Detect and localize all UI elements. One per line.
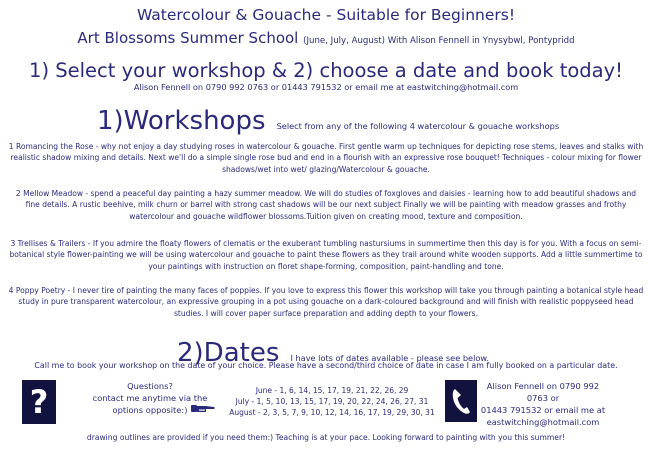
workshop-item-meadow: 2 Mellow Meadow - spend a peaceful day painting a hazy summer meadow. We will do studies of foxgloves and daisies - learning how to add beautiful shadows and fine details. A rustic beehive, milk churn or barrel with strong cast shadows will be our next subject Finally we will be painting with meadow grasses and frothy watercolour and gouache wildflower blossoms.Tuition given on creating mood, texture and composition. (15, 189, 637, 221)
contact-line-top: Alison Fennell on 0790 992 0763 or 01443 791532 or email me at eastwitching@hotmail.com (133, 82, 519, 92)
summer-school-name: Art Blossoms Summer School (77, 29, 299, 47)
available-dates (212, 386, 452, 418)
contact-line: Alison Fennell on 0790 992 0763 or (486, 381, 600, 403)
dates-june: June - 1, 6, 14, 15, 17, 19, 21, 22, 26, 29 (255, 386, 409, 395)
workshop-item-trellises: 3 Trellises & Trailers - If you admire the floaty flowers of clematis or the exuberant tumbling nastursiums in summertime then this day is for you. With a focus on semi-botanical style flower-painting we will be using watercolour and gouache to paint these flowers as they trail around white wooden supports. Add a little summertime to your paintings with instruction on floret shape-forming, composition, paint-handling and tone. (9, 239, 643, 271)
title-watercolour-gouache: Watercolour & Gouache - Suitable for Beginners! (136, 6, 516, 24)
workshops-heading (97, 106, 559, 136)
question-mark-icon: ? (22, 380, 56, 424)
workshops-title: 1)Workshops (97, 106, 266, 136)
dates-subtitle: I have lots of dates available - please see below. (290, 353, 489, 363)
booking-note: Call me to book your workshop on the date of your choice. Please have a second/third choice of date in case I am fully booked on a particular date. (34, 361, 618, 370)
workshops-subtitle: Select from any of the following 4 watercolour & gouache workshops (276, 121, 560, 131)
questions-line: options opposite:) (112, 405, 188, 415)
dates-title: 2)Dates (177, 338, 280, 368)
contact-line: 01443 791532 or email me at (480, 405, 606, 415)
contact-block-right (478, 380, 608, 428)
workshop-item-rose: 1 Romancing the Rose - why not enjoy a day studying roses in watercolour & gouache. First gentle warm up techniques for depicting rose stems, leaves and stalks with realistic shadow mixing and details. Next we'll do a simple single rose bud and end in a flourish with an expressive rose bouquet! Techniques - colour mixing for flower shadows/wet into wet/ glazing/Watercolour & gouache. (8, 142, 644, 174)
workshop-item-poppy: 4 Poppy Poetry - I never tire of painting the many faces of poppies. If you love to express this flower this workshop will take you through painting a botanical style head study in pure transparent watercolour, an expressive grouping in a pot using gouache on a dark-coloured background and will finish with realistic poppyseed head studies. I will cover paper surface preparation and adding depth to your flowers. (8, 286, 644, 318)
title-summer-school (0, 29, 652, 47)
questions-line: contact me anytime via the (92, 393, 208, 403)
dates-august: August - 2, 3, 5, 7, 9, 10, 12, 14, 16, 17, 19, 29, 30, 31 (229, 407, 435, 417)
call-to-action-heading: 1) Select your workshop & 2) choose a date and book today! (29, 59, 623, 82)
contact-email[interactable]: eastwitching@hotmail.com (486, 417, 600, 427)
questions-line: Questions? (127, 381, 173, 391)
dates-july: July - 1, 5, 10, 13, 15, 17, 19, 20, 22, 24, 26, 27, 31 (235, 396, 429, 406)
telephone-icon (445, 380, 477, 422)
footer-note: drawing outlines are provided if you need them:) Teaching is at your pace. Looking forward to painting with you this summer! (86, 433, 566, 442)
summer-school-details: (June, July, August) With Alison Fennell in Ynysybwl, Pontypridd (303, 36, 575, 46)
